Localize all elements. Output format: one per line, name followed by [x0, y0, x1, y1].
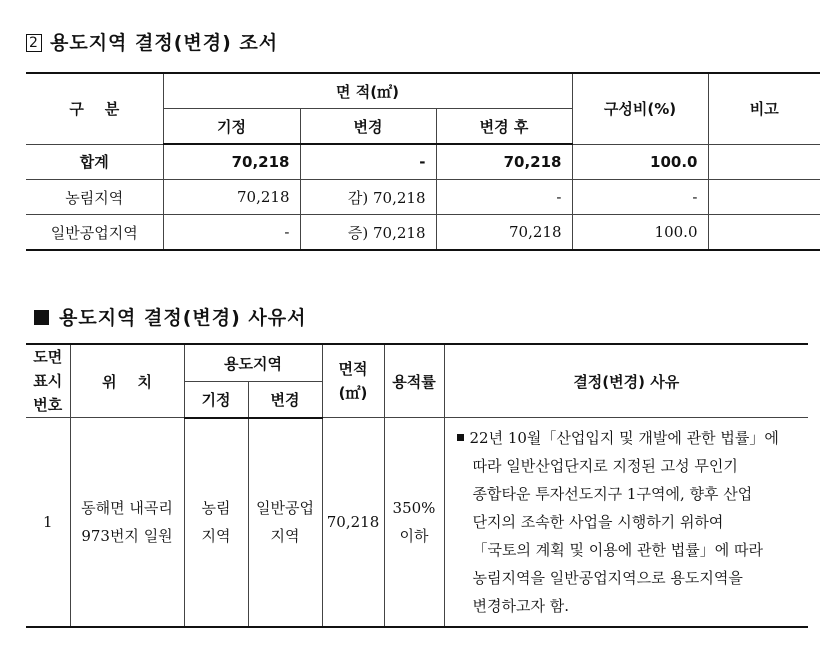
- cell-ratio: 100.0: [572, 215, 708, 251]
- cell-location: [70, 418, 184, 628]
- zoning-decision-table: [26, 72, 820, 251]
- cell-zone-change-line: 일반공업: [256, 499, 314, 518]
- cell-location-line: 973번지 일원: [81, 527, 173, 545]
- cell-note: [708, 144, 820, 180]
- header-area: 면 적(㎡): [163, 73, 572, 109]
- section1-title: 용도지역 결정(변경) 조서: [50, 32, 279, 54]
- header-location: 위 치: [70, 344, 184, 418]
- cell-far-line: 이하: [399, 527, 429, 545]
- reason-line: [457, 424, 801, 452]
- section-number-box: 2: [26, 34, 42, 52]
- header-far: 용적률: [384, 344, 444, 418]
- cell-zone-existing: [184, 418, 248, 628]
- cell-change: 감) 70,218: [300, 180, 436, 215]
- cell-change: -: [300, 144, 436, 180]
- cell-existing: -: [163, 215, 300, 251]
- cell-map-number: 1: [26, 418, 70, 628]
- reason-text: 22년 10월「산업입지 및 개발에 관한 법률」에: [469, 429, 779, 447]
- header-map-number-line: 번호: [33, 396, 63, 414]
- reason-line: 단지의 조속한 사업을 시행하기 위하여: [472, 513, 724, 531]
- section2-title: 용도지역 결정(변경) 사유서: [59, 307, 307, 329]
- cell-note: [708, 180, 820, 215]
- header-category: 구 분: [26, 73, 163, 144]
- cell-existing: 70,218: [163, 180, 300, 215]
- header-note: 비고: [708, 73, 820, 144]
- cell-reason: [444, 418, 808, 628]
- cell-ratio: 100.0: [572, 144, 708, 180]
- header-ratio: 구성비(%): [572, 73, 708, 144]
- header-area: [322, 344, 384, 418]
- reason-line: 종합타운 투자선도지구 1구역에, 향후 산업: [472, 485, 753, 503]
- cell-category: 일반공업지역: [26, 215, 163, 251]
- square-bullet-icon: [34, 310, 49, 325]
- reason-line: 변경하고자 함.: [472, 597, 569, 615]
- header-map-number-line: 도면: [33, 348, 63, 366]
- reason-line: 「국토의 계획 및 이용에 관한 법률」에 따라: [472, 541, 763, 559]
- cell-note: [708, 215, 820, 251]
- reason-line: 따라 일반산업단지로 지정된 고성 무인기: [472, 457, 738, 475]
- cell-location-line: 동해면 내곡리: [81, 499, 173, 517]
- table-row: [26, 418, 808, 628]
- header-area-line: 면적: [338, 360, 368, 378]
- square-bullet-icon: [457, 434, 464, 441]
- table-row-total: [26, 144, 820, 180]
- cell-after: 70,218: [436, 215, 572, 251]
- reason-line: 농림지역을 일반공업지역으로 용도지역을: [472, 569, 743, 587]
- header-map-number: [26, 344, 70, 418]
- section2-heading: [34, 303, 307, 330]
- header-area-line: (㎡): [338, 384, 368, 402]
- cell-area: 70,218: [322, 418, 384, 628]
- cell-category: 농림지역: [26, 180, 163, 215]
- cell-zone-existing-line: 지역: [201, 527, 231, 546]
- table-row: [26, 215, 820, 251]
- cell-far: [384, 418, 444, 628]
- header-zone-change: 변경: [248, 382, 322, 418]
- header-existing: 기정: [163, 109, 300, 145]
- section1-heading: [26, 28, 278, 55]
- cell-existing: 70,218: [163, 144, 300, 180]
- cell-after: -: [436, 180, 572, 215]
- cell-ratio: -: [572, 180, 708, 215]
- header-change: 변경: [300, 109, 436, 145]
- cell-zone-change: [248, 418, 322, 628]
- cell-far-line: 350%: [392, 499, 436, 517]
- cell-zone-change-line: 지역: [270, 527, 300, 546]
- header-zone: 용도지역: [184, 344, 322, 382]
- cell-category: 합계: [26, 144, 163, 180]
- cell-after: 70,218: [436, 144, 572, 180]
- header-zone-existing: 기정: [184, 382, 248, 418]
- header-after: 변경 후: [436, 109, 572, 145]
- header-reason: 결정(변경) 사유: [444, 344, 808, 418]
- cell-zone-existing-line: 농림: [201, 499, 231, 518]
- cell-change: 증) 70,218: [300, 215, 436, 251]
- header-map-number-line: 표시: [33, 372, 63, 390]
- zoning-reason-table: [26, 343, 808, 628]
- table-row: [26, 180, 820, 215]
